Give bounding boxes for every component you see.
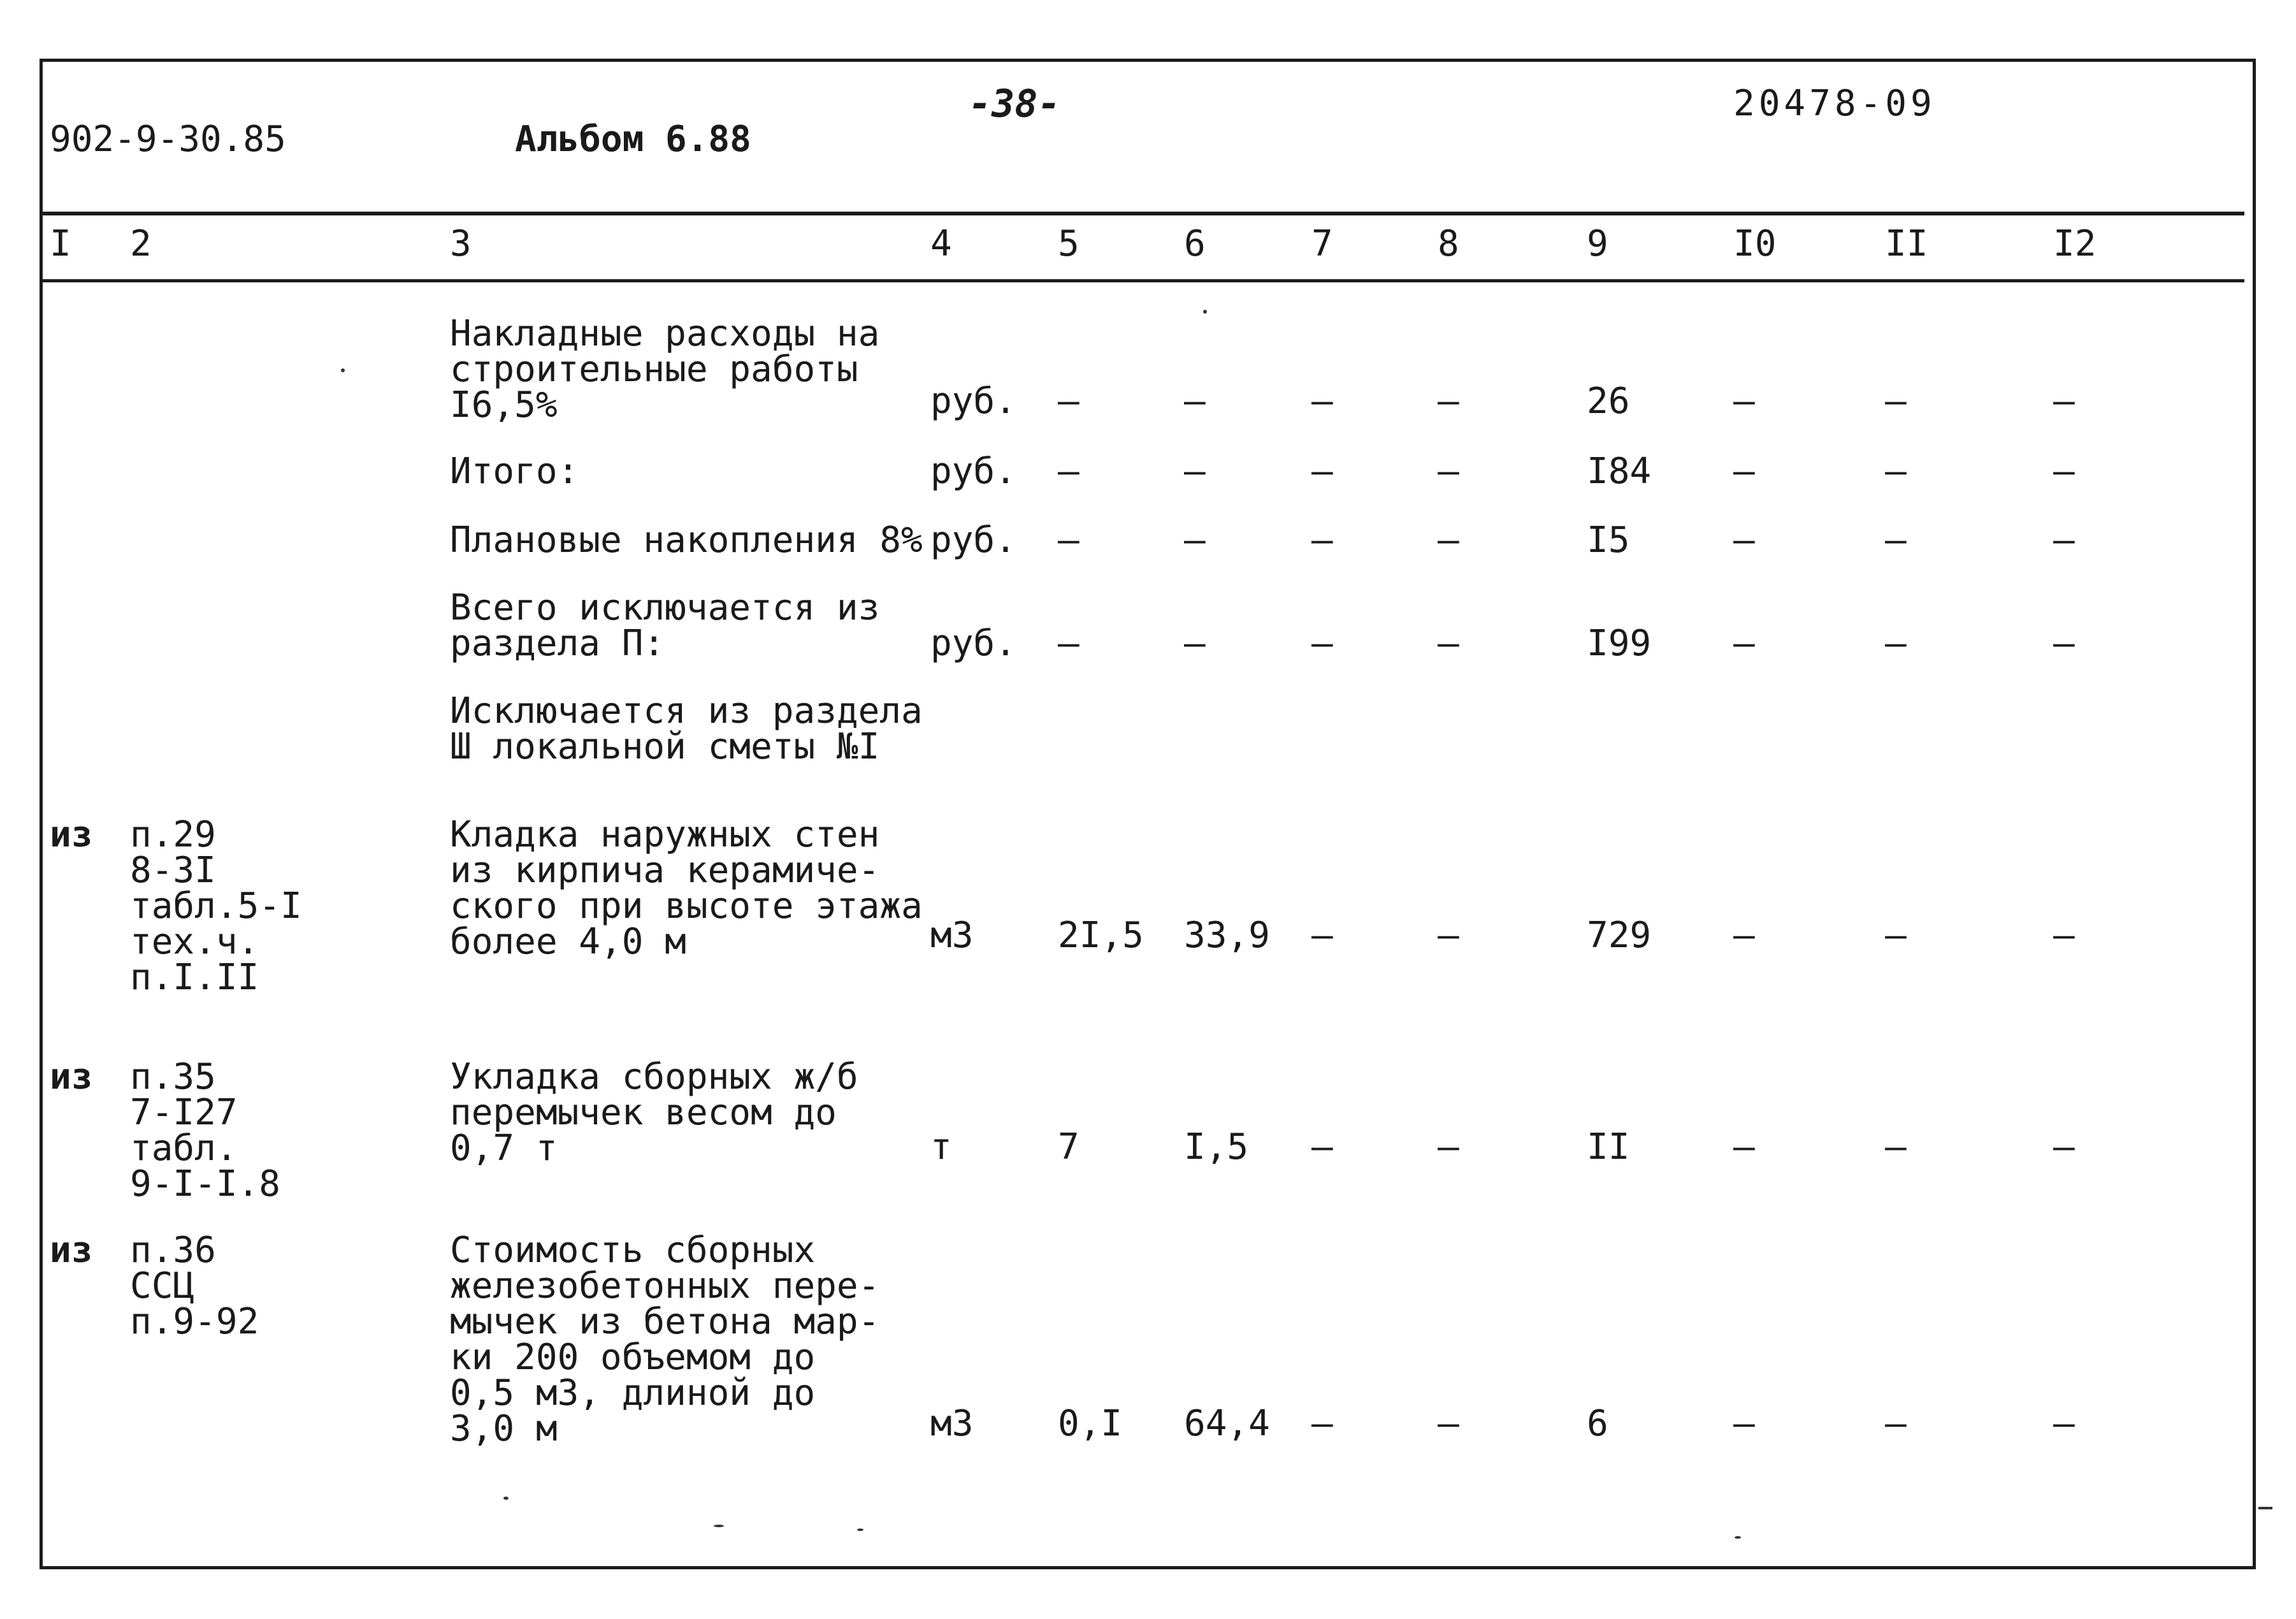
row8-c12: – [2053,1403,2075,1444]
row2-c8: – [1438,451,1459,492]
row8-c10: – [1733,1403,1755,1444]
scan-speck [1203,310,1207,314]
column-header-4: 4 [930,223,952,265]
column-header-10: I0 [1733,223,1777,265]
row3-description: Плановые накопления 8% [450,519,923,561]
row3-c5: – [1058,519,1079,561]
row7-unit: т [930,1126,952,1168]
column-header-11: II [1885,223,1928,265]
document-code: 902-9-30.85 [50,119,286,160]
row2-c5: – [1058,451,1079,492]
row8-description: Стоимость сборных железобетонных пере- мычек из бетона мар- ки 200 объемом до 0,5 м3, длиной до 3,0 м [450,1230,880,1449]
row1-c10: – [1733,381,1755,422]
row1-c11: – [1885,381,1907,422]
row2-amount: I84 [1587,451,1652,492]
row4-c5: – [1058,623,1079,664]
row1-c5: – [1058,381,1079,422]
row2-unit: руб. [930,451,1016,492]
row4-amount: I99 [1587,623,1652,664]
column-header-1: I [50,223,71,265]
row4-c6: – [1184,623,1206,664]
row7-c12: – [2053,1126,2075,1168]
scan-speck [857,1528,863,1531]
row8-reference: п.36 ССЦ п.9-92 [130,1230,259,1342]
row3-unit: руб. [930,519,1016,561]
row8-quantity: 0,I [1058,1403,1123,1444]
row5-section-heading: Исключается из раздела Ш локальной сметы №I [450,690,923,767]
scan-speck [341,368,345,372]
row6-description: Кладка наружных стен из кирпича керамиче- ского при высоте этажа более 4,0 м [450,814,923,962]
scan-speck [714,1525,724,1527]
row6-quantity: 2I,5 [1058,915,1144,956]
row8-c7: – [1311,1403,1333,1444]
row3-amount: I5 [1587,519,1630,561]
row6-c12: – [2053,915,2075,956]
column-header-5: 5 [1058,223,1079,265]
row3-c8: – [1438,519,1459,561]
row2-c12: – [2053,451,2075,492]
row3-c6: – [1184,519,1206,561]
row7-quantity: 7 [1058,1126,1079,1168]
row4-unit: руб. [930,623,1016,664]
row7-c10: – [1733,1126,1755,1168]
row4-c12: – [2053,623,2075,664]
row2-c10: – [1733,451,1755,492]
row8-c8: – [1438,1403,1459,1444]
row1-amount: 26 [1587,381,1630,422]
row7-c8: – [1438,1126,1459,1168]
scan-speck [1735,1536,1741,1539]
column-header-8: 8 [1438,223,1459,265]
scan-speck [2258,1507,2272,1509]
row2-c7: – [1311,451,1333,492]
row3-c7: – [1311,519,1333,561]
row6-c10: – [1733,915,1755,956]
row6-prefix: из [50,814,93,855]
row1-c7: – [1311,381,1333,422]
row1-c6: – [1184,381,1206,422]
row4-c10: – [1733,623,1755,664]
row3-c11: – [1885,519,1907,561]
row1-c8: – [1438,381,1459,422]
row2-description: Итого: [450,451,579,492]
page-number: -38- [969,82,1061,126]
header-rule-bottom [40,279,2244,282]
row6-price: 33,9 [1184,915,1270,956]
row6-c11: – [1885,915,1907,956]
document-number: 20478-09 [1733,83,1936,124]
header-rule-top [40,212,2244,215]
row2-c11: – [1885,451,1907,492]
row6-unit: м3 [930,915,974,956]
row7-reference: п.35 7-I27 табл. 9-I-I.8 [130,1056,281,1205]
row2-c6: – [1184,451,1206,492]
row6-amount: 729 [1587,915,1652,956]
row6-c8: – [1438,915,1459,956]
column-header-2: 2 [130,223,152,265]
row8-price: 64,4 [1184,1403,1270,1444]
row7-c11: – [1885,1126,1907,1168]
row3-c10: – [1733,519,1755,561]
column-header-12: I2 [2053,223,2097,265]
page-frame [40,59,2256,1569]
row8-unit: м3 [930,1403,974,1444]
row4-description: Всего исключается из раздела П: [450,587,880,664]
row8-amount: 6 [1587,1403,1608,1444]
row4-c11: – [1885,623,1907,664]
column-header-7: 7 [1311,223,1333,265]
row4-c8: – [1438,623,1459,664]
row7-price: I,5 [1184,1126,1249,1168]
row1-description: Накладные расходы на строительные работы I6,5% [450,313,880,426]
column-header-6: 6 [1184,223,1206,265]
row6-c7: – [1311,915,1333,956]
row6-reference: п.29 8-3I табл.5-I тех.ч. п.I.II [130,814,302,998]
row4-c7: – [1311,623,1333,664]
row3-c12: – [2053,519,2075,561]
row1-c12: – [2053,381,2075,422]
row8-prefix: из [50,1230,93,1271]
column-header-3: 3 [450,223,472,265]
row7-prefix: из [50,1056,93,1098]
row8-c11: – [1885,1403,1907,1444]
scan-speck [503,1497,509,1500]
column-header-9: 9 [1587,223,1608,265]
album-label: Альбом 6.88 [515,119,751,160]
row7-amount: II [1587,1126,1630,1168]
row1-unit: руб. [930,381,1016,422]
row7-description: Укладка сборных ж/б перемычек весом до 0,7 т [450,1056,858,1169]
row7-c7: – [1311,1126,1333,1168]
